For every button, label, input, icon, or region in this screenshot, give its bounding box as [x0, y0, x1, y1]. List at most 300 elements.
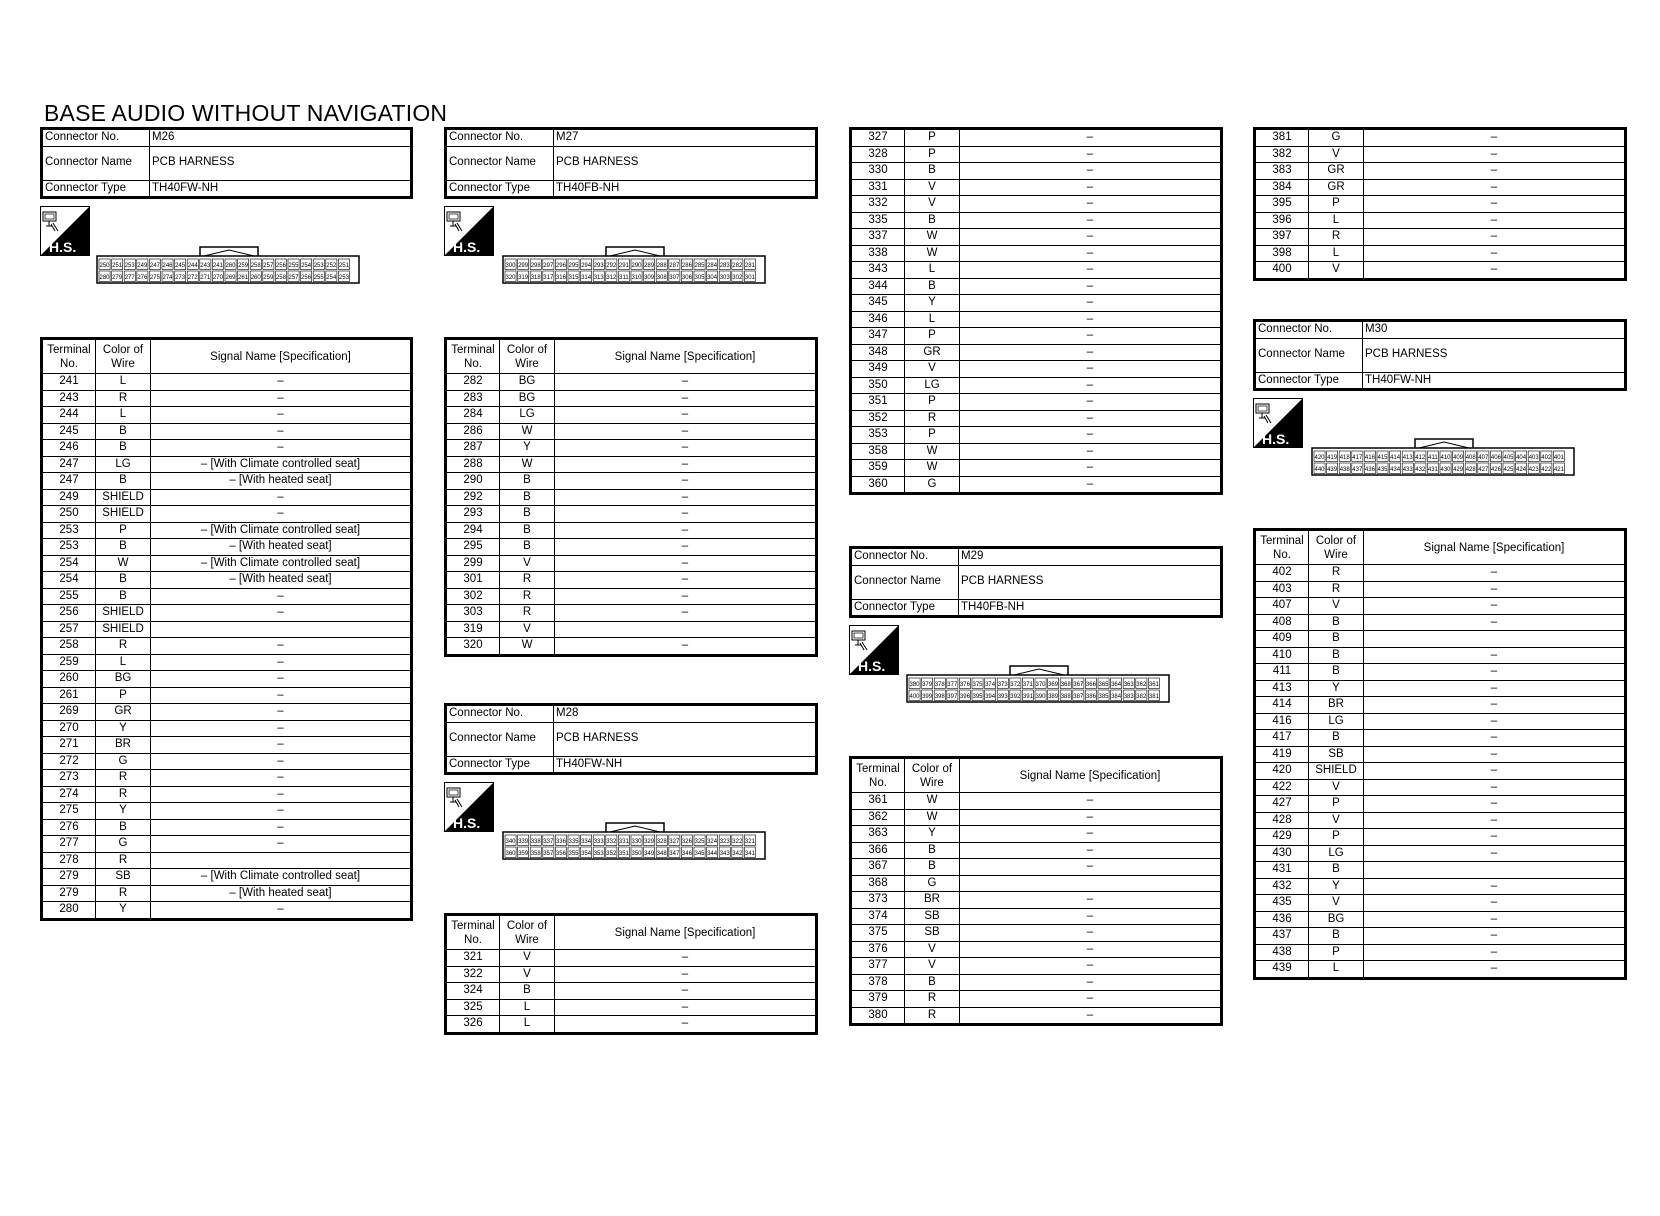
wire-color-cell: SHIELD: [96, 605, 151, 622]
pin-number: 295: [568, 263, 579, 269]
wire-color-cell: B: [1309, 647, 1364, 664]
table-row: [42, 473, 412, 490]
table-row: [851, 146, 1222, 163]
table-row: [851, 262, 1222, 279]
terminal-no-cell: 332: [851, 196, 905, 213]
signal-name-cell: –: [960, 809, 1222, 826]
terminal-no-cell: 256: [42, 605, 96, 622]
wire-color-cell: B: [905, 974, 960, 991]
wire-color-cell: L: [905, 311, 960, 328]
terminal-table: [444, 337, 818, 657]
table-row: [42, 902, 412, 920]
table-row: [851, 925, 1222, 942]
pin-number: 415: [1377, 455, 1388, 461]
terminal-no-cell: 253: [42, 522, 96, 539]
pin-number: 422: [1541, 467, 1552, 473]
pin-number: 297: [543, 263, 554, 269]
table-row: [851, 311, 1222, 328]
connector-no-value: M26: [150, 129, 412, 147]
table-row: [446, 440, 817, 457]
terminal-no-cell: 381: [1255, 129, 1309, 147]
pin-number: 254: [326, 275, 337, 281]
signal-name-cell: –: [555, 555, 817, 572]
terminal-table: [1253, 127, 1627, 281]
terminal-no-cell: 366: [851, 842, 905, 859]
table-row: [1255, 763, 1626, 780]
connector-face-svg: [906, 665, 1170, 703]
pin-number: 427: [1478, 467, 1489, 473]
wire-color-cell: V: [905, 196, 960, 213]
table-row: [1255, 878, 1626, 895]
wire-color-cell: V: [500, 950, 555, 967]
terminal-no-cell: 377: [851, 958, 905, 975]
pin-number: 380: [909, 682, 920, 688]
table-row: [1255, 212, 1626, 229]
pin-number: 423: [1528, 467, 1539, 473]
pin-number: 275: [149, 275, 160, 281]
wire-color-cell: B: [96, 423, 151, 440]
signal-name-cell: –: [1364, 961, 1626, 979]
signal-name-cell: –: [1364, 614, 1626, 631]
table-row: [1255, 146, 1626, 163]
table-row: [446, 966, 817, 983]
pin-number: 328: [656, 839, 667, 845]
wire-color-cell: SB: [1309, 746, 1364, 763]
wire-color-cell: BG: [500, 390, 555, 407]
terminal-no-cell: 303: [446, 605, 500, 622]
wire-color-cell: Y: [1309, 680, 1364, 697]
pin-number: 414: [1390, 455, 1401, 461]
table-row: [446, 950, 817, 967]
wire-color-cell: V: [1309, 598, 1364, 615]
pin-number: 437: [1352, 467, 1363, 473]
signal-name-cell: –: [960, 311, 1222, 328]
signal-name-cell: –: [1364, 262, 1626, 280]
signal-name-cell: –: [151, 753, 412, 770]
table-row: [1255, 664, 1626, 681]
terminal-no-cell: 379: [851, 991, 905, 1008]
pin-number: 287: [669, 263, 680, 269]
signal-name-cell: –: [1364, 697, 1626, 714]
wire-color-cell: B: [1309, 862, 1364, 879]
pin-number: 405: [1503, 455, 1514, 461]
pin-number: 310: [631, 275, 642, 281]
pin-number: 329: [644, 839, 655, 845]
signal-name-cell: – [With heated seat]: [151, 539, 412, 556]
table-row: [42, 638, 412, 655]
table-row: [446, 605, 817, 622]
pin-number: 251: [338, 263, 349, 269]
signal-name-cell: –: [960, 410, 1222, 427]
terminal-table: [849, 127, 1223, 495]
signal-name-cell: –: [960, 941, 1222, 958]
table-row: [1255, 647, 1626, 664]
terminal-no-cell: 279: [42, 885, 96, 902]
signal-name-cell: –: [1364, 829, 1626, 846]
wire-color-cell: B: [96, 588, 151, 605]
pin-number: 256: [275, 263, 286, 269]
terminal-no-cell: 319: [446, 621, 500, 638]
color-of-wire-header: Color of Wire: [1309, 530, 1364, 565]
table-row: [446, 1016, 817, 1034]
table-row: [1255, 895, 1626, 912]
table-row: [1255, 196, 1626, 213]
table-row: [1255, 713, 1626, 730]
wire-color-cell: LG: [1309, 713, 1364, 730]
connector-name-label: Connector Name: [446, 146, 554, 180]
wire-color-cell: GR: [905, 344, 960, 361]
pin-number: 258: [250, 263, 261, 269]
terminal-no-cell: 410: [1255, 647, 1309, 664]
signal-name-cell: –: [1364, 647, 1626, 664]
wire-color-cell: BG: [500, 374, 555, 391]
connector-no-value: M27: [554, 129, 817, 147]
terminal-no-cell: 380: [851, 1007, 905, 1025]
terminal-no-cell: 348: [851, 344, 905, 361]
wire-color-cell: B: [1309, 664, 1364, 681]
signal-name-cell: –: [1364, 746, 1626, 763]
wire-color-cell: P: [905, 427, 960, 444]
terminal-no-cell: 249: [42, 489, 96, 506]
wire-color-cell: B: [96, 539, 151, 556]
connector-type-label: Connector Type: [42, 180, 150, 198]
signal-name-cell: – [With heated seat]: [151, 473, 412, 490]
pin-number: 362: [1136, 682, 1147, 688]
terminal-no-cell: 383: [1255, 163, 1309, 180]
signal-name-cell: –: [1364, 928, 1626, 945]
terminal-no-cell: 320: [446, 638, 500, 656]
table-row: [446, 473, 817, 490]
connector-type-value: TH40FW-NH: [1363, 372, 1626, 390]
table-row: [42, 539, 412, 556]
wire-color-cell: B: [500, 522, 555, 539]
pin-number: 301: [744, 275, 755, 281]
signal-name-cell: –: [960, 344, 1222, 361]
signal-name-cell: –: [960, 859, 1222, 876]
signal-name-cell: –: [151, 704, 412, 721]
connector-info-table: [444, 127, 818, 199]
wire-color-cell: P: [1309, 829, 1364, 846]
terminal-no-cell: 287: [446, 440, 500, 457]
pin-number: 376: [959, 682, 970, 688]
pin-number: 285: [694, 263, 705, 269]
wire-color-cell: LG: [500, 407, 555, 424]
terminal-no-cell: 374: [851, 908, 905, 925]
terminal-no-cell: 417: [1255, 730, 1309, 747]
pin-number: 431: [1427, 467, 1438, 473]
signal-name-cell: –: [1364, 895, 1626, 912]
pin-number: 253: [313, 263, 324, 269]
table-row: [851, 958, 1222, 975]
signal-name-cell: –: [555, 473, 817, 490]
terminal-no-cell: 259: [42, 654, 96, 671]
table-row: [851, 875, 1222, 892]
signal-name-cell: –: [960, 377, 1222, 394]
pin-number: 282: [732, 263, 743, 269]
signal-name-cell: – [With Climate controlled seat]: [151, 522, 412, 539]
pin-number: 369: [1048, 682, 1059, 688]
wire-color-cell: G: [905, 476, 960, 494]
signal-name-cell: –: [151, 489, 412, 506]
table-row: [851, 344, 1222, 361]
terminal-no-cell: 246: [42, 440, 96, 457]
connector-info-m29: [849, 546, 1223, 618]
terminal-no-cell: 368: [851, 875, 905, 892]
signal-name-cell: –: [151, 588, 412, 605]
wire-color-cell: L: [96, 407, 151, 424]
terminal-no-cell: 438: [1255, 944, 1309, 961]
terminal-no-cell: 294: [446, 522, 500, 539]
pin-number: 349: [644, 851, 655, 857]
pin-number: 393: [997, 694, 1008, 700]
pin-number: 364: [1111, 682, 1122, 688]
wire-color-cell: P: [905, 328, 960, 345]
signal-name-cell: –: [151, 737, 412, 754]
pin-number: 251: [112, 263, 123, 269]
signal-name-cell: –: [960, 991, 1222, 1008]
wire-color-cell: BR: [905, 892, 960, 909]
connector-type-value: TH40FW-NH: [150, 180, 412, 198]
pin-number: 404: [1516, 455, 1527, 461]
pin-number: 361: [1148, 682, 1159, 688]
signal-name-cell: –: [1364, 763, 1626, 780]
terminal-no-cell: 432: [1255, 878, 1309, 895]
signal-name-cell: –: [1364, 581, 1626, 598]
pin-number: 318: [530, 275, 541, 281]
terminal-no-cell: 431: [1255, 862, 1309, 879]
signal-name-cell: –: [1364, 229, 1626, 246]
pin-number: 336: [555, 839, 566, 845]
table-row: [42, 374, 412, 391]
wire-color-cell: V: [500, 621, 555, 638]
wire-color-cell: B: [905, 212, 960, 229]
pin-number: 397: [947, 694, 958, 700]
table-row: [851, 394, 1222, 411]
signal-name-cell: –: [555, 588, 817, 605]
signal-name-cell: – [With Climate controlled seat]: [151, 869, 412, 886]
wire-color-cell: R: [1309, 581, 1364, 598]
pin-number: 255: [313, 275, 324, 281]
wire-color-cell: P: [905, 146, 960, 163]
wire-color-cell: GR: [1309, 179, 1364, 196]
terminal-table-m28-a: [444, 913, 818, 1035]
wire-color-cell: B: [500, 983, 555, 1000]
connector-diagram-m27: [502, 246, 766, 289]
table-row: [851, 196, 1222, 213]
pin-number: 398: [934, 694, 945, 700]
wire-color-cell: P: [1309, 796, 1364, 813]
terminal-no-cell: 360: [851, 476, 905, 494]
terminal-table: [40, 337, 413, 921]
table-row: [851, 476, 1222, 494]
signal-name-cell: –: [555, 506, 817, 523]
signal-name-cell: –: [960, 826, 1222, 843]
pin-number: 410: [1440, 455, 1451, 461]
wire-color-cell: P: [905, 129, 960, 147]
pin-number: 360: [505, 851, 516, 857]
pin-number: 438: [1339, 467, 1350, 473]
pin-number: 241: [212, 263, 223, 269]
pin-number: 302: [732, 275, 743, 281]
connector-type-label: Connector Type: [446, 180, 554, 198]
color-of-wire-header: Color of Wire: [500, 339, 555, 374]
wire-color-cell: SHIELD: [96, 489, 151, 506]
pin-number: 321: [744, 839, 755, 845]
pin-number: 372: [1010, 682, 1021, 688]
terminal-no-cell: 428: [1255, 812, 1309, 829]
pin-number: 400: [909, 694, 920, 700]
terminal-no-cell: 363: [851, 826, 905, 843]
terminal-no-cell: 257: [42, 621, 96, 638]
terminal-no-cell: 367: [851, 859, 905, 876]
signal-name-cell: –: [960, 958, 1222, 975]
table-row: [851, 427, 1222, 444]
signal-name-cell: –: [555, 999, 817, 1016]
wire-color-cell: R: [905, 991, 960, 1008]
terminal-no-cell: 295: [446, 539, 500, 556]
wire-color-cell: L: [1309, 245, 1364, 262]
connector-type-value: TH40FB-NH: [554, 180, 817, 198]
terminal-no-cell: 358: [851, 443, 905, 460]
terminal-no-cell: 282: [446, 374, 500, 391]
terminal-table: [849, 756, 1223, 1026]
connector-diagram-m26: [96, 246, 360, 289]
signal-name-cell: –: [151, 654, 412, 671]
terminal-no-cell: 408: [1255, 614, 1309, 631]
connector-diagram-m30: [1311, 438, 1575, 481]
table-row: [851, 809, 1222, 826]
terminal-no-cell: 349: [851, 361, 905, 378]
signal-name-cell: –: [555, 966, 817, 983]
pin-number: 432: [1415, 467, 1426, 473]
pin-number: 250: [99, 263, 110, 269]
wire-color-cell: B: [1309, 928, 1364, 945]
pin-number: 322: [732, 839, 743, 845]
table-row: [42, 572, 412, 589]
wire-color-cell: B: [96, 819, 151, 836]
terminal-no-cell: 278: [42, 852, 96, 869]
terminal-no-cell: 420: [1255, 763, 1309, 780]
signal-name-cell: –: [960, 146, 1222, 163]
pin-number: 340: [505, 839, 516, 845]
table-row: [42, 770, 412, 787]
terminal-no-cell: 290: [446, 473, 500, 490]
terminal-no-cell: 344: [851, 278, 905, 295]
hs-label: H.S.: [858, 658, 886, 674]
signal-name-cell: –: [1364, 129, 1626, 147]
wire-color-cell: B: [1309, 631, 1364, 648]
pin-number: 394: [985, 694, 996, 700]
pin-number: 439: [1327, 467, 1338, 473]
pin-number: 245: [175, 263, 186, 269]
table-row: [446, 407, 817, 424]
signal-name-cell: –: [960, 974, 1222, 991]
pin-number: 280: [99, 275, 110, 281]
terminal-no-cell: 261: [42, 687, 96, 704]
connector-face-svg: [502, 822, 766, 860]
terminal-no-header: Terminal No.: [42, 339, 96, 374]
signal-name-cell: [1364, 862, 1626, 879]
terminal-no-cell: 439: [1255, 961, 1309, 979]
connector-info-table: [849, 546, 1223, 618]
terminal-table-m26: [40, 337, 413, 921]
signal-name-cell: –: [1364, 730, 1626, 747]
pin-number: 331: [618, 839, 629, 845]
wire-color-cell: R: [96, 638, 151, 655]
wire-color-cell: W: [905, 443, 960, 460]
terminal-no-cell: 352: [851, 410, 905, 427]
wire-color-cell: BR: [1309, 697, 1364, 714]
connector-no-label: Connector No.: [1255, 321, 1363, 339]
signal-name-cell: [1364, 631, 1626, 648]
pin-number: 298: [530, 263, 541, 269]
signal-name-cell: –: [960, 278, 1222, 295]
table-row: [1255, 845, 1626, 862]
terminal-no-cell: 397: [1255, 229, 1309, 246]
terminal-no-cell: 335: [851, 212, 905, 229]
pin-number: 291: [618, 263, 629, 269]
pin-number: 374: [985, 682, 996, 688]
signal-name-header: Signal Name [Specification]: [960, 758, 1222, 793]
table-row: [1255, 779, 1626, 796]
table-row: [42, 588, 412, 605]
signal-name-cell: –: [555, 423, 817, 440]
pin-number: 430: [1440, 467, 1451, 473]
wire-color-cell: V: [905, 179, 960, 196]
wire-color-cell: W: [905, 245, 960, 262]
wire-color-cell: LG: [96, 456, 151, 473]
pin-number: 396: [959, 694, 970, 700]
pin-number: 395: [972, 694, 983, 700]
table-row: [851, 842, 1222, 859]
signal-name-cell: –: [151, 374, 412, 391]
pin-number: 252: [326, 263, 337, 269]
pin-number: 382: [1136, 694, 1147, 700]
table-row: [446, 555, 817, 572]
pin-number: 247: [149, 263, 160, 269]
pin-number: 343: [719, 851, 730, 857]
signal-name-cell: –: [555, 605, 817, 622]
table-row: [1255, 245, 1626, 262]
terminal-no-cell: 258: [42, 638, 96, 655]
table-row: [446, 999, 817, 1016]
signal-name-cell: –: [960, 427, 1222, 444]
signal-name-cell: –: [555, 572, 817, 589]
harness-side-icon: [444, 206, 494, 256]
pin-number: 403: [1528, 455, 1539, 461]
connector-face-svg: [502, 246, 766, 284]
pin-number: 305: [694, 275, 705, 281]
table-row: [851, 129, 1222, 147]
table-row: [42, 407, 412, 424]
table-row: [1255, 829, 1626, 846]
connector-info-m28: [444, 703, 818, 775]
terminal-no-cell: 302: [446, 588, 500, 605]
wire-color-cell: W: [500, 423, 555, 440]
table-row: [1255, 961, 1626, 979]
signal-name-cell: –: [151, 819, 412, 836]
pin-number: 338: [530, 839, 541, 845]
hs-label: H.S.: [1262, 431, 1290, 447]
signal-name-cell: – [With heated seat]: [151, 572, 412, 589]
signal-name-cell: –: [1364, 598, 1626, 615]
terminal-no-cell: 350: [851, 377, 905, 394]
wire-color-cell: V: [1309, 146, 1364, 163]
signal-name-header: Signal Name [Specification]: [1364, 530, 1626, 565]
terminal-no-cell: 271: [42, 737, 96, 754]
terminal-table-m30: [1253, 528, 1627, 980]
terminal-no-cell: 402: [1255, 565, 1309, 582]
